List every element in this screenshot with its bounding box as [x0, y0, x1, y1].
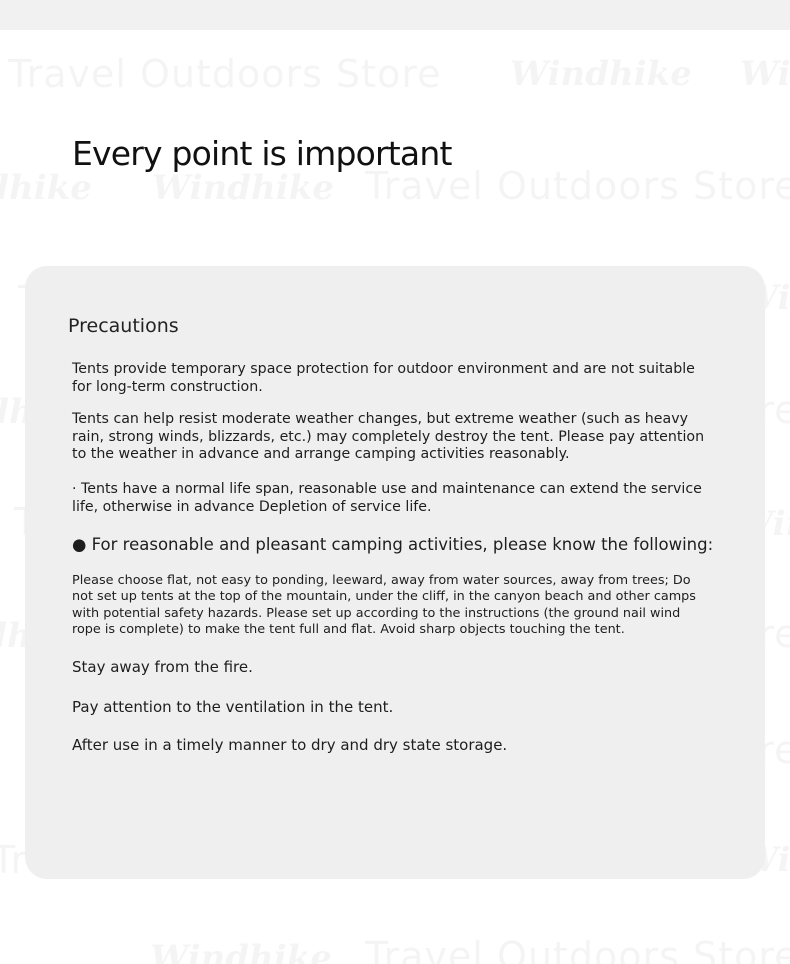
card-title: Precautions [68, 315, 179, 337]
watermark-logo [510, 54, 692, 94]
watermark-logo [150, 938, 332, 964]
page-headline: Every point is important [72, 134, 452, 173]
precaution-paragraph: · Tents have a normal life span, reasonable use and maintenance can extend the service life, otherwise in advance Depletion of service life. [72, 481, 702, 515]
precaution-paragraph: After use in a timely manner to dry and dry state storage. [72, 736, 508, 754]
watermark-logo [152, 168, 334, 208]
precaution-paragraph: Tents provide temporary space protection for outdoor environment and are not suitable for long-term construction. [72, 361, 695, 395]
top-band [0, 0, 790, 30]
watermark-store-text [8, 52, 442, 96]
precaution-paragraph: Pay attention to the ventilation in the tent. [72, 698, 394, 716]
precaution-paragraph: Stay away from the fire. [72, 658, 253, 676]
watermark-logo [740, 54, 790, 94]
watermark-logo [0, 168, 92, 208]
precaution-bullet-heading: ● For reasonable and pleasant camping activities, please know the following: [72, 535, 714, 554]
precautions-card [25, 266, 765, 879]
watermark-store-text [365, 934, 790, 964]
precaution-paragraph: Tents can help resist moderate weather changes, but extreme weather (such as heavy rain, strong winds, blizzards, etc.) may completely destroy the tent. Please pay attention to the weather in advance and arrange camping activities reasonably. [72, 411, 705, 462]
precaution-paragraph: Please choose flat, not easy to ponding, leeward, away from water sources, away from trees; Do not set up tents at the top of the mountain, under the cliff, in the canyon beach and other camps with potential safety hazards. Please set up according to the instructions (the ground nail wind rope is complete) to make the tent full and flat. Avoid sharp objects touching the tent. [72, 573, 696, 637]
